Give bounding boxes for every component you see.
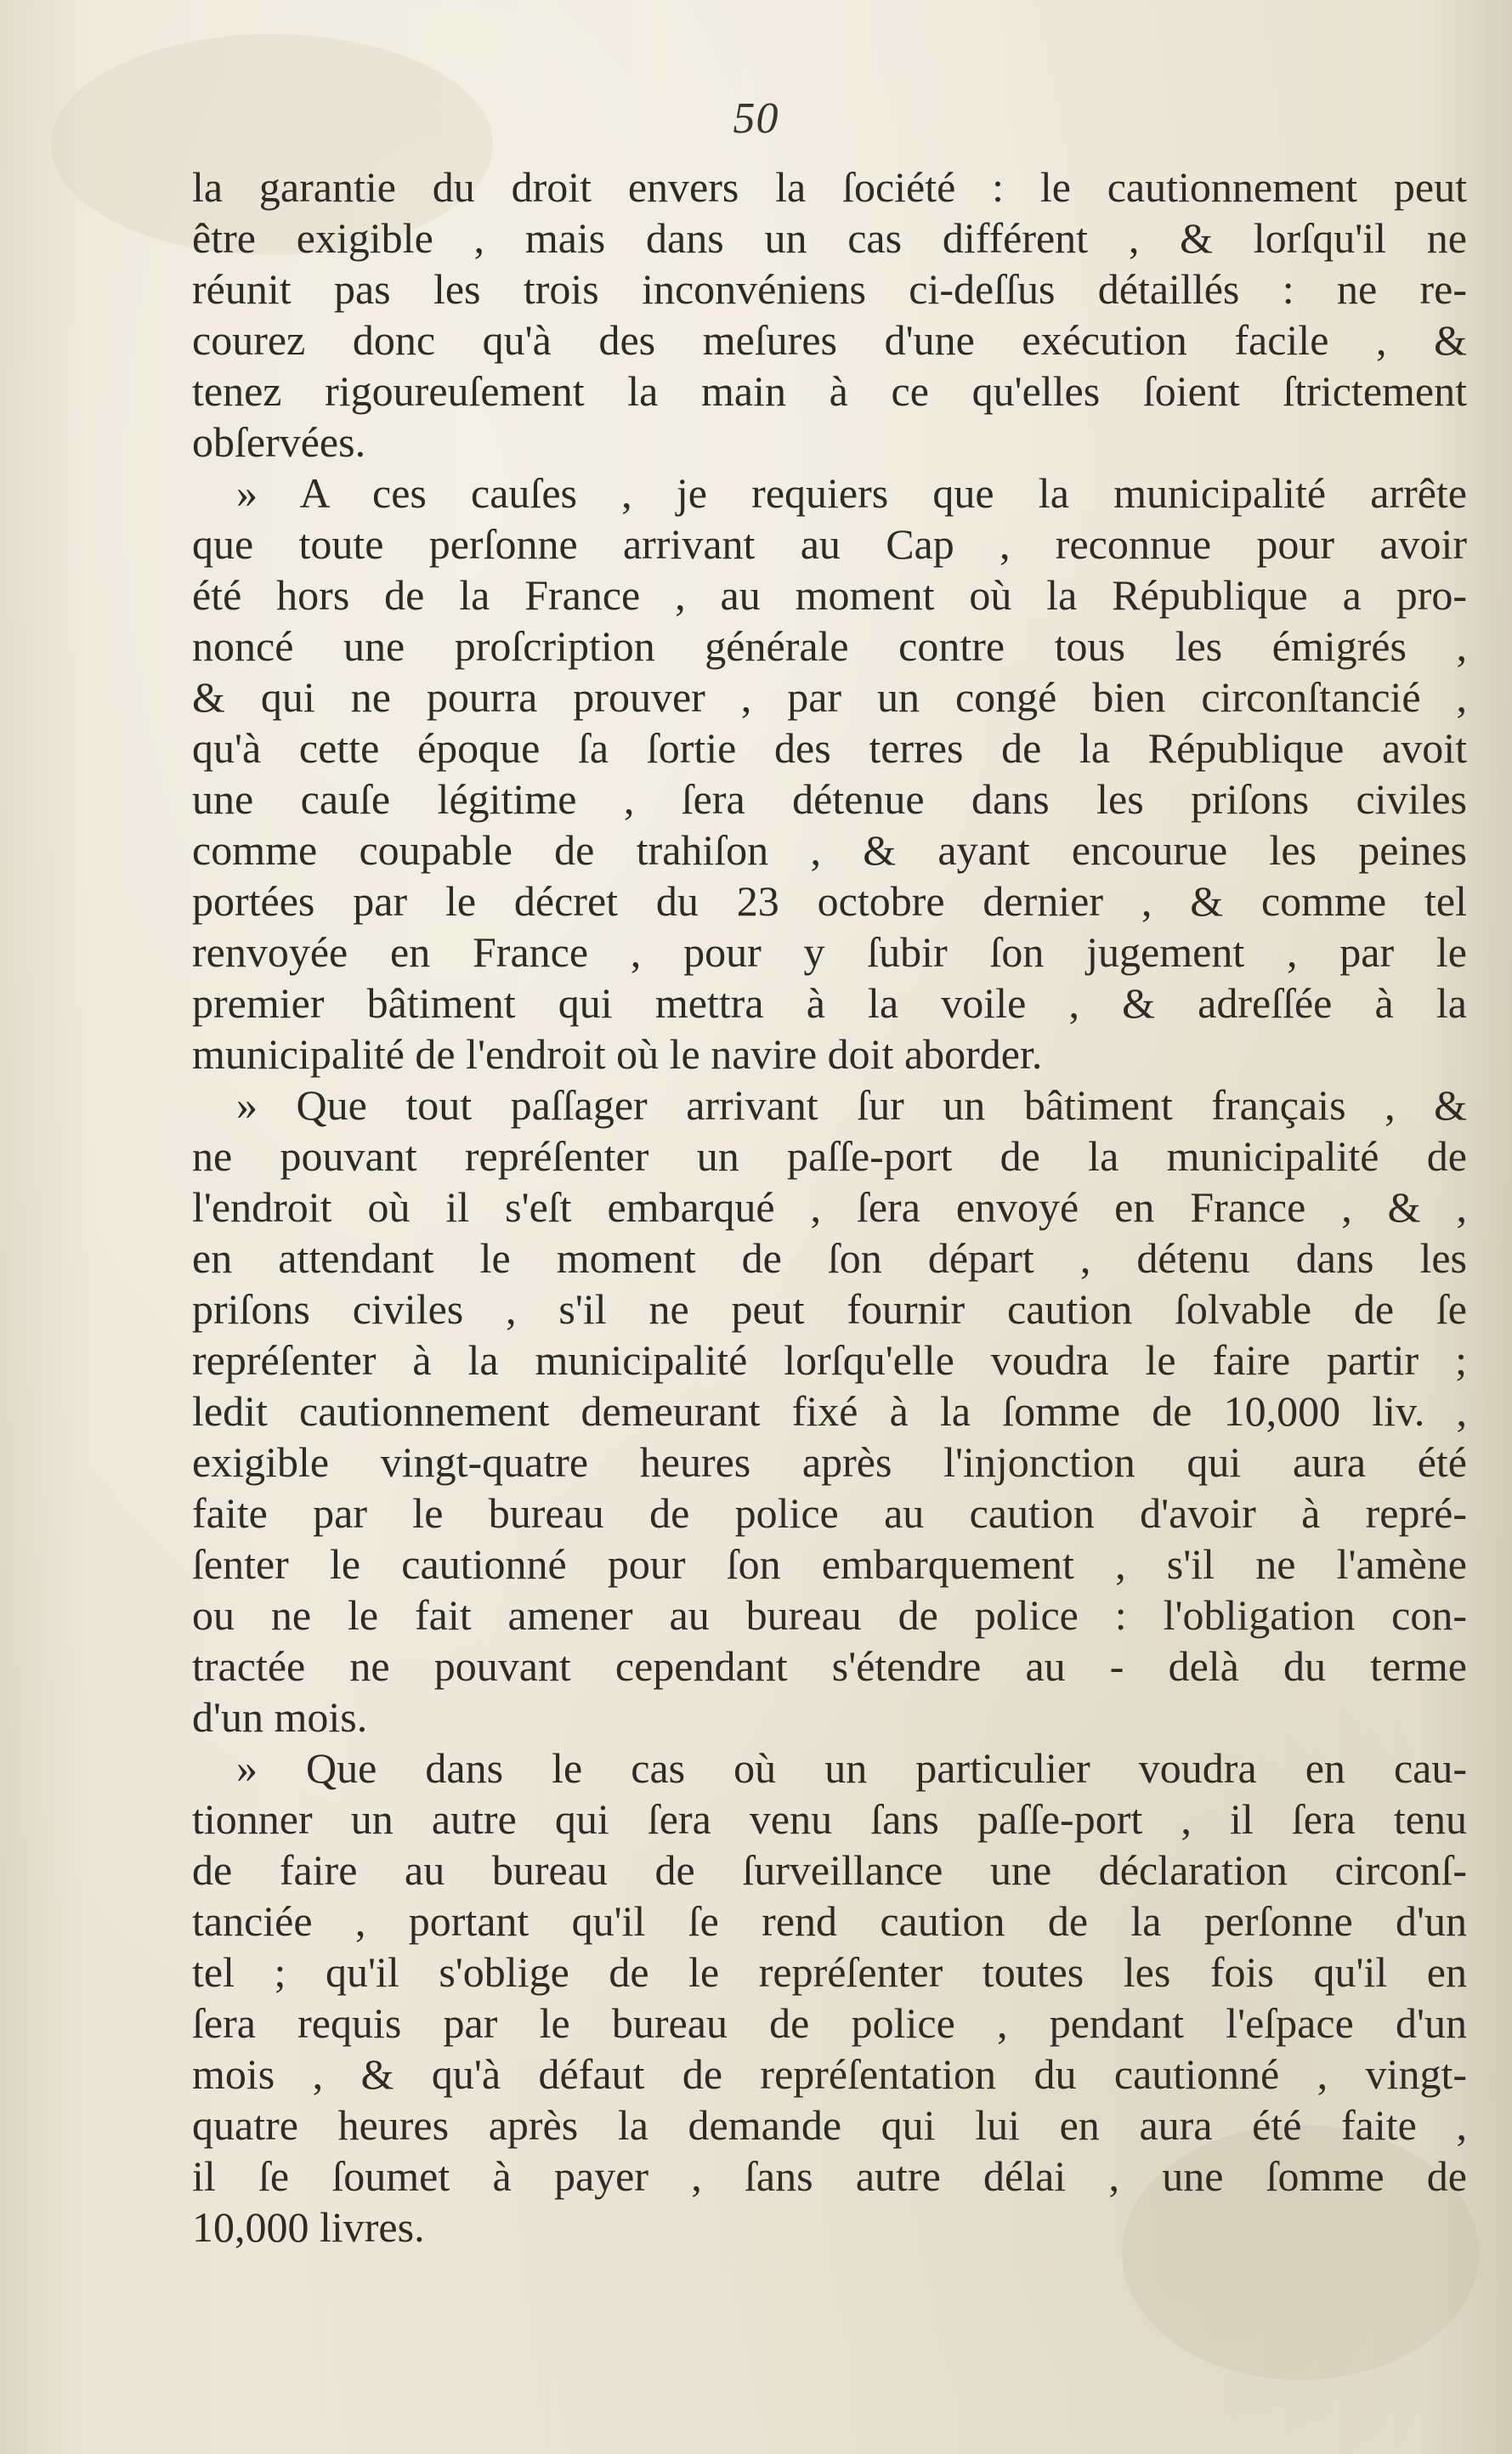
text-line: noncé une proſcription générale contre tous les émigrés , xyxy=(192,622,1467,670)
text-line: été hors de la France , au moment où la République a pro- xyxy=(192,571,1467,619)
text-line: 10,000 livres. xyxy=(192,2203,425,2251)
text-line: d'un mois. xyxy=(192,1693,368,1741)
text-line: tel ; qu'il s'oblige de le repréſenter toutes les fois qu'il en xyxy=(192,1948,1467,1996)
text-line: en attendant le moment de ſon départ , détenu dans les xyxy=(192,1234,1467,1282)
text-line: » Que dans le cas où un particulier voudra en cau- xyxy=(236,1744,1467,1792)
text-line: renvoyée en France , pour y ſubir ſon jugement , par le xyxy=(192,928,1467,976)
text-line: être exigible , mais dans un cas différent , & lorſqu'il ne xyxy=(192,214,1467,262)
text-line: tractée ne pouvant cependant s'étendre au - delà du terme xyxy=(192,1642,1467,1690)
text-line: tionner un autre qui ſera venu ſans paſſe-port , il ſera tenu xyxy=(192,1795,1467,1843)
text-line: ou ne le fait amener au bureau de police : l'obligation con- xyxy=(192,1591,1467,1639)
text-line: obſervées. xyxy=(192,418,366,466)
page-number: 50 xyxy=(733,94,779,143)
text-line: priſons civiles , s'il ne peut fournir caution ſolvable de ſe xyxy=(192,1285,1467,1333)
text-line: » A ces cauſes , je requiers que la municipalité arrête xyxy=(236,469,1467,517)
text-line: courez donc qu'à des meſures d'une exécution facile , & xyxy=(192,316,1467,364)
text-line: comme coupable de trahiſon , & ayant encourue les peines xyxy=(192,826,1467,874)
text-line: repréſenter à la municipalité lorſqu'elle voudra le faire partir ; xyxy=(192,1336,1467,1384)
text-line: faite par le bureau de police au caution d'avoir à repré- xyxy=(192,1489,1467,1537)
text-line: mois , & qu'à défaut de repréſentation du cautionné , vingt- xyxy=(192,2050,1467,2098)
text-line: ledit cautionnement demeurant fixé à la ſomme de 10,000 liv. , xyxy=(192,1387,1467,1435)
body-text xyxy=(192,162,1467,2253)
text-line: ne pouvant repréſenter un paſſe-port de la municipalité de xyxy=(192,1132,1467,1180)
text-line: » Que tout paſſager arrivant ſur un bâtiment français , & xyxy=(236,1081,1467,1129)
text-line: & qui ne pourra prouver , par un congé bien circonſtancié , xyxy=(192,673,1467,721)
text-line: qu'à cette époque ſa ſortie des terres de la République avoit xyxy=(192,724,1467,772)
text-line: une cauſe légitime , ſera détenue dans les priſons civiles xyxy=(192,775,1467,823)
text-line: que toute perſonne arrivant au Cap , reconnue pour avoir xyxy=(192,520,1467,568)
text-line: tanciée , portant qu'il ſe rend caution de la perſonne d'un xyxy=(192,1897,1467,1945)
text-line: réunit pas les trois inconvéniens ci-deſſus détaillés : ne re- xyxy=(192,265,1467,313)
text-line: ſera requis par le bureau de police , pendant l'eſpace d'un xyxy=(192,1999,1467,2047)
text-line: il ſe ſoumet à payer , ſans autre délai , une ſomme de xyxy=(192,2152,1467,2200)
text-line: premier bâtiment qui mettra à la voile , & adreſſée à la xyxy=(192,979,1467,1027)
text-line: quatre heures après la demande qui lui en aura été faite , xyxy=(192,2101,1467,2149)
text-line: tenez rigoureuſement la main à ce qu'elles ſoient ſtrictement xyxy=(192,367,1467,415)
text-line: de faire au bureau de ſurveillance une déclaration circonſ- xyxy=(192,1846,1467,1894)
text-line: l'endroit où il s'eſt embarqué , ſera envoyé en France , & , xyxy=(192,1183,1467,1231)
text-line: portées par le décret du 23 octobre dernier , & comme tel xyxy=(192,877,1467,925)
text-line: ſenter le cautionné pour ſon embarquement , s'il ne l'amène xyxy=(192,1540,1467,1588)
text-line: la garantie du droit envers la ſociété : le cautionnement peut xyxy=(192,163,1467,211)
text-line: municipalité de l'endroit où le navire doit aborder. xyxy=(192,1030,1043,1078)
text-line: exigible vingt-quatre heures après l'injonction qui aura été xyxy=(192,1438,1467,1486)
